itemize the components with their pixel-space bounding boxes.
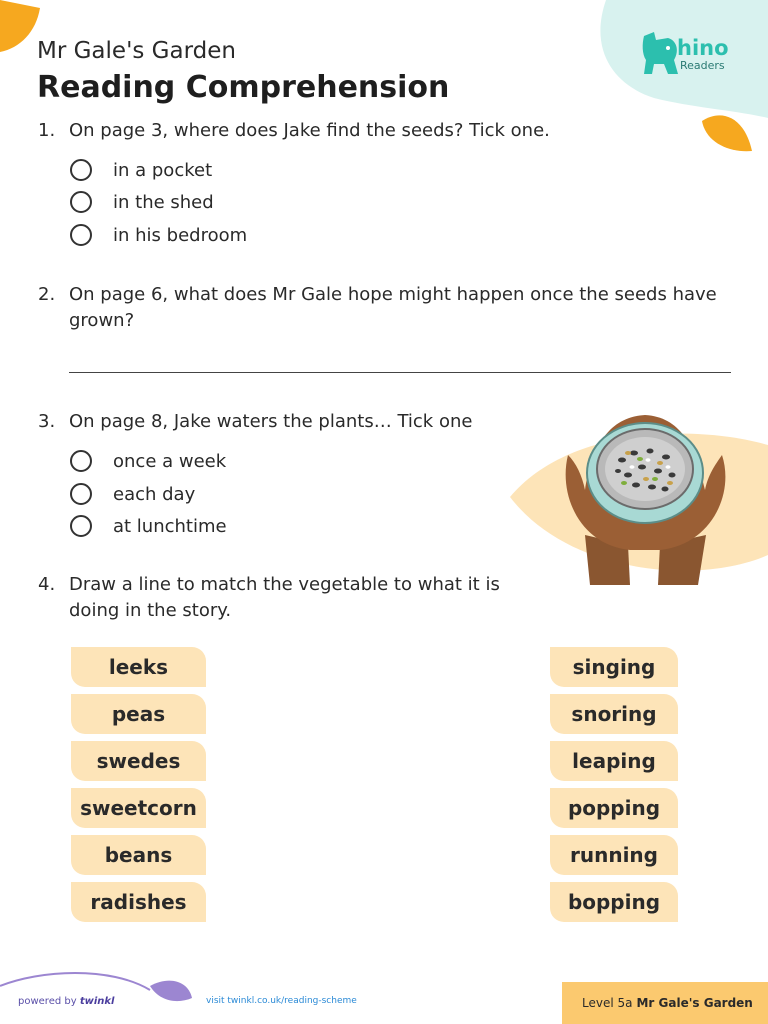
- page-title: Reading Comprehension: [37, 70, 450, 105]
- vegetable-tag[interactable]: peas: [71, 694, 206, 734]
- q1-option[interactable]: [70, 189, 214, 215]
- orange-leaf-right: [700, 113, 752, 153]
- logo-text: hino: [677, 36, 729, 60]
- question-text-line-2: doing in the story.: [69, 600, 232, 621]
- option-label: in the shed: [113, 191, 214, 213]
- vegetable-tag[interactable]: radishes: [71, 882, 206, 922]
- q3-option[interactable]: [70, 513, 227, 539]
- seeds-in-hands-illustration: [510, 405, 768, 585]
- tick-circle[interactable]: [70, 159, 92, 181]
- vegetable-tag[interactable]: leeks: [71, 647, 206, 687]
- action-tag[interactable]: popping: [550, 788, 678, 828]
- option-label: once a week: [113, 450, 227, 472]
- book-title: Mr Gale's Garden: [636, 996, 753, 1010]
- rhino-readers-logo: [640, 30, 735, 78]
- tick-circle[interactable]: [70, 515, 92, 537]
- tick-circle[interactable]: [70, 224, 92, 246]
- tick-circle[interactable]: [70, 191, 92, 213]
- q3-option[interactable]: [70, 481, 195, 507]
- rhino-logo-icon: [640, 30, 680, 78]
- question-number: 4.: [38, 574, 56, 595]
- action-tag[interactable]: snoring: [550, 694, 678, 734]
- corner-leaf-top-left: [0, 0, 40, 52]
- page-subtitle: Mr Gale's Garden: [37, 38, 236, 64]
- powered-by-text: powered by: [18, 996, 77, 1007]
- option-label: each day: [113, 483, 196, 505]
- question-text-line-1: On page 6, what does Mr Gale hope might happen once the seeds have: [69, 284, 717, 305]
- option-label: in his bedroom: [113, 224, 248, 246]
- option-label: at lunchtime: [113, 515, 227, 537]
- option-label: in a pocket: [113, 159, 213, 181]
- question-text: On page 3, where does Jake find the seeds? Tick one.: [69, 120, 550, 141]
- logo-subtext: Readers: [680, 59, 725, 72]
- q3-option[interactable]: [70, 448, 226, 474]
- q1-option[interactable]: [70, 222, 247, 248]
- vegetable-tag[interactable]: sweetcorn: [71, 788, 206, 828]
- question-number: 1.: [38, 120, 56, 141]
- footer-powered-by: [18, 996, 114, 1007]
- question-1: [38, 118, 678, 144]
- q1-option[interactable]: [70, 157, 212, 183]
- question-number: 3.: [38, 411, 56, 432]
- level-label: Level 5a: [582, 996, 633, 1010]
- tick-circle[interactable]: [70, 483, 92, 505]
- question-text: On page 8, Jake waters the plants… Tick one: [69, 411, 473, 432]
- action-tag[interactable]: bopping: [550, 882, 678, 922]
- footer-level-badge: [562, 982, 768, 1024]
- question-text-line-2: grown?: [69, 310, 135, 331]
- question-text-line-1: Draw a line to match the vegetable to what it is: [69, 574, 500, 595]
- question-4: [38, 572, 518, 624]
- vegetable-tag[interactable]: beans: [71, 835, 206, 875]
- action-tag[interactable]: leaping: [550, 741, 678, 781]
- question-2: [38, 282, 738, 334]
- vegetable-tag[interactable]: swedes: [71, 741, 206, 781]
- action-tag[interactable]: singing: [550, 647, 678, 687]
- action-tag[interactable]: running: [550, 835, 678, 875]
- twinkl-brand: twinkl: [79, 996, 115, 1007]
- footer-url[interactable]: visit twinkl.co.uk/reading-scheme: [206, 996, 357, 1006]
- tick-circle[interactable]: [70, 450, 92, 472]
- question-number: 2.: [38, 284, 56, 305]
- question-3: [38, 409, 508, 435]
- answer-line[interactable]: [69, 372, 731, 373]
